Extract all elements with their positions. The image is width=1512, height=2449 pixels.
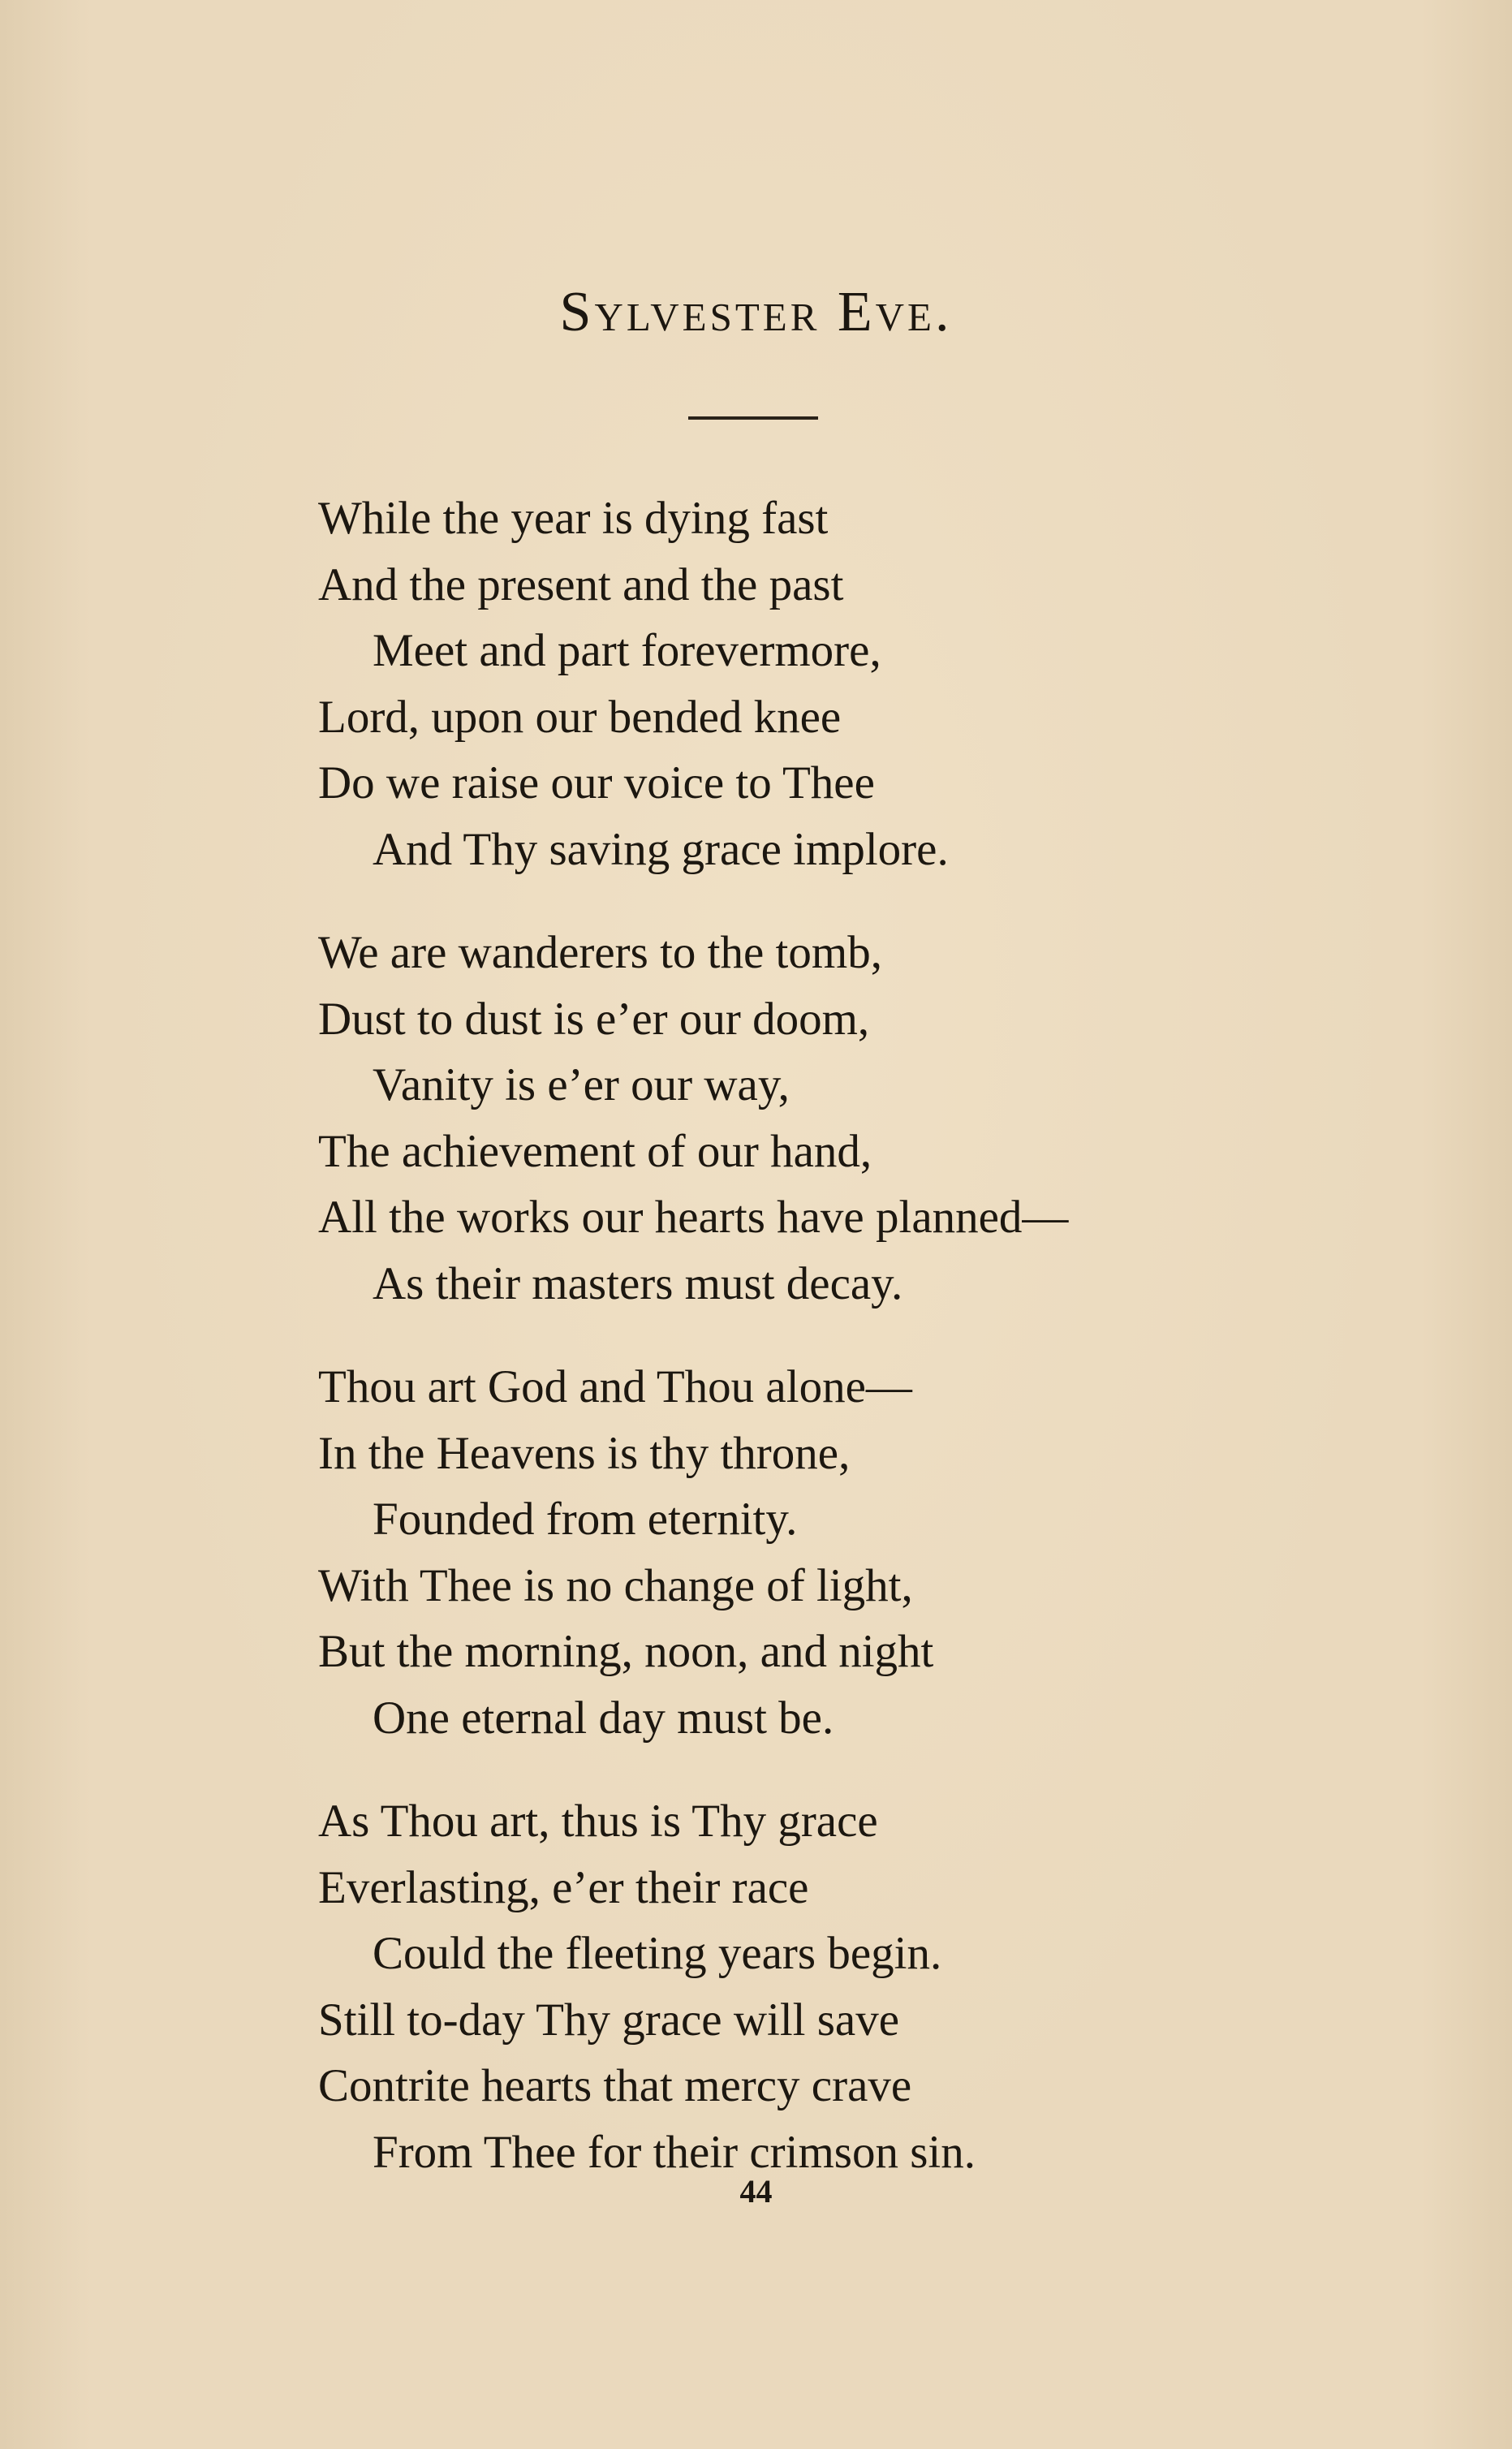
poem-line: Lord, upon our bended knee: [318, 691, 842, 743]
poem-line: From Thee for their crimson sin.: [373, 2126, 976, 2178]
poem-line: Do we raise our voice to Thee: [318, 757, 875, 808]
poem-line: Everlasting, e’er their race: [318, 1861, 809, 1913]
poem-title: Sylvester Eve.: [559, 281, 953, 343]
poem-line: Thou art God and Thou alone—: [318, 1361, 912, 1412]
poem-line: With Thee is no change of light,: [318, 1559, 913, 1611]
poem-line: And Thy saving grace implore.: [373, 823, 949, 875]
poem-line: Dust to dust is e’er our doom,: [318, 993, 870, 1045]
poem-line: One eternal day must be.: [373, 1692, 834, 1744]
poem-line: Contrite hearts that mercy crave: [318, 2060, 912, 2111]
stanza: [318, 485, 1454, 882]
poem-line: In the Heavens is thy throne,: [318, 1427, 851, 1479]
title-divider: [688, 416, 818, 420]
page-number: 44: [739, 2173, 773, 2210]
poem-line: While the year is dying fast: [318, 493, 829, 544]
poem-line: Could the fleeting years begin.: [373, 1928, 942, 1979]
poem-line: Vanity is e’er our way,: [373, 1059, 790, 1110]
poem-line: The achievement of our hand,: [318, 1125, 872, 1177]
poem-line: As their masters must decay.: [373, 1257, 903, 1309]
stanza: [318, 920, 1454, 1317]
poem-line: Founded from eternity.: [373, 1494, 798, 1545]
stanza: [318, 1354, 1454, 1751]
poem-line: Still to-day Thy grace will save: [318, 1994, 900, 2046]
poem-line: We are wanderers to the tomb,: [318, 927, 882, 978]
stanza: [318, 1788, 1454, 2185]
poem-line: Meet and part forevermore,: [373, 625, 881, 676]
poem-body: [318, 485, 1454, 2223]
poem-line: All the works our hearts have planned—: [318, 1192, 1069, 1243]
poem-line: As Thou art, thus is Thy grace: [318, 1796, 878, 1847]
poem-line: But the morning, noon, and night: [318, 1626, 934, 1677]
poem-line: And the present and the past: [318, 558, 844, 610]
